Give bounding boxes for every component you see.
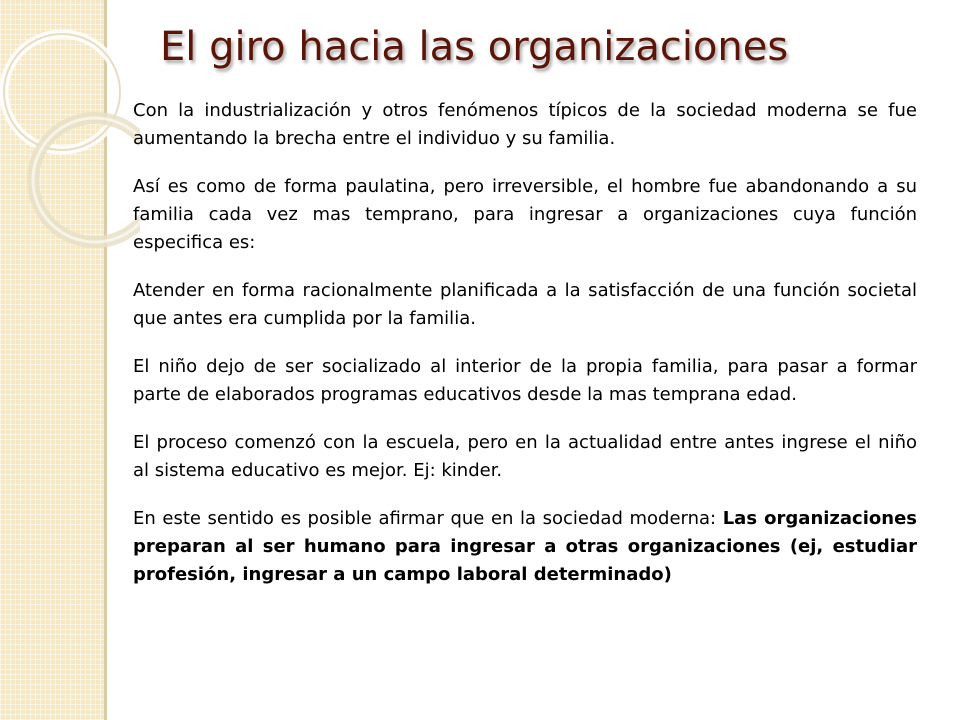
paragraph-industrializacion: Con la industrialización y otros fenómenos típicos de la sociedad moderna se fue aumentando la brecha entre el individuo y su familia.: [133, 100, 917, 149]
paragraph-conclusion: [133, 505, 917, 589]
slide-title: El giro hacia las organizaciones: [160, 24, 789, 70]
paragraph-funcion-societal: Atender en forma racionalmente planificada a la satisfacción de una función societal que antes era cumplida por la familia.: [133, 280, 917, 329]
conclusion-intro: En este sentido es posible afirmar que en la sociedad moderna:: [133, 508, 723, 529]
decorative-rings: [0, 0, 140, 300]
conclusion-emphasis: Las organizaciones preparan al ser humano para ingresar a otras organizaciones (ej, estudiar profesión, ingresar a un campo laboral determinado): [133, 508, 917, 585]
paragraph-proceso-escuela: El proceso comenzó con la escuela, pero en la actualidad entre antes ingrese el niño al sistema educativo es mejor. Ej: kinder.: [133, 432, 917, 481]
slide-body: [133, 97, 917, 589]
paragraph-abandono-familia: Así es como de forma paulatina, pero irreversible, el hombre fue abandonando a su familia cada vez mas temprano, para ingresar a organizaciones cuya función especifica es:: [133, 176, 917, 253]
paragraph-socializacion-nino: El niño dejo de ser socializado al interior de la propia familia, para pasar a formar parte de elaborados programas educativos desde la mas temprana edad.: [133, 356, 917, 405]
